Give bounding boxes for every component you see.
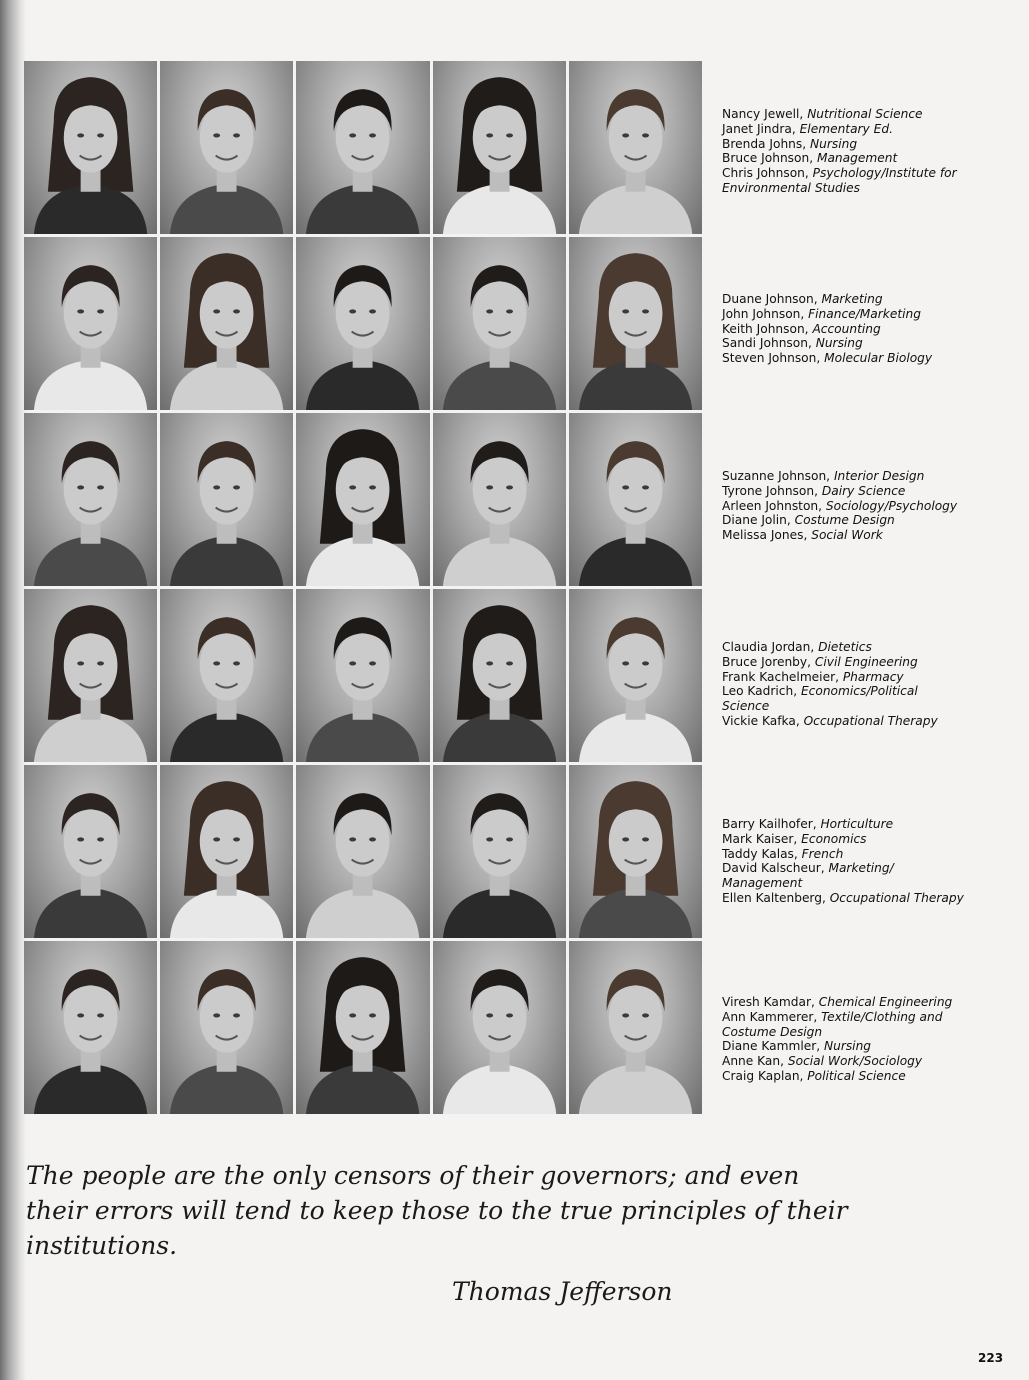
portrait-photo [24,941,157,1114]
portrait-photo [160,765,293,938]
caption-block [722,469,1022,543]
portrait-silhouette [569,941,702,1114]
portrait-silhouette [160,765,293,938]
portrait-silhouette [24,237,157,410]
portrait-silhouette [433,61,566,234]
caption-line [722,322,1022,337]
student-name: Taddy Kalas, [722,846,798,861]
caption-line [722,528,1022,543]
portrait-silhouette [24,765,157,938]
portrait-silhouette [160,237,293,410]
portrait-silhouette [433,941,566,1114]
student-name: David Kalscheur, [722,861,825,876]
portrait-silhouette [569,413,702,586]
student-major: Costume Design [794,513,895,528]
student-major: Nursing [810,136,858,151]
student-major: Costume Design [722,1024,823,1039]
caption-line [722,137,1022,152]
student-name: Leo Kadrich, [722,684,798,699]
caption-block [722,107,1022,196]
student-name: Mark Kaiser, [722,831,798,846]
student-name: John Johnson, [722,306,805,321]
student-name: Claudia Jordan, [722,640,815,654]
portrait-silhouette [569,589,702,762]
portrait-silhouette [160,61,293,234]
quote-attribution: Thomas Jefferson [452,1277,673,1306]
student-major: Civil Engineering [814,654,918,669]
student-name: Suzanne Johnson, [722,469,831,483]
portrait-photo [160,413,293,586]
portrait-silhouette [569,765,702,938]
student-major: Horticulture [820,817,894,831]
student-name: Diane Jolin, [722,513,791,528]
portrait-photo [24,589,157,762]
portrait-photo [296,61,429,234]
student-name: Melissa Jones, [722,528,808,543]
portrait-silhouette [433,765,566,938]
student-name: Duane Johnson, [722,292,818,306]
portrait-photo [569,765,702,938]
student-name: Barry Kailhofer, [722,817,817,831]
caption-line [722,817,1022,832]
caption-line [722,876,1022,891]
portrait-photo [296,237,429,410]
student-major: Nursing [815,336,863,351]
quote-line: The people are the only censors of their governors; and even [26,1161,800,1190]
portrait-photo [433,589,566,762]
portrait-silhouette [160,941,293,1114]
portrait-photo [160,589,293,762]
portrait-silhouette [24,941,157,1114]
portrait-photo [24,61,157,234]
page-number: 223 [978,1351,1004,1365]
caption-line [722,513,1022,528]
portrait-photo [433,941,566,1114]
student-name: Nancy Jewell, [722,107,804,121]
student-name: Steven Johnson, [722,351,821,366]
caption-line [722,307,1022,322]
caption-line [722,1054,1022,1069]
caption-block [722,995,1022,1084]
student-major: Psychology/Institute for [812,166,957,181]
caption-line [722,670,1022,685]
portrait-photo [433,237,566,410]
portrait-silhouette [296,237,429,410]
caption-line [722,861,1022,876]
caption-line [722,891,1022,906]
portrait-photo [296,941,429,1114]
student-name: Janet Jindra, [722,121,796,136]
caption-line [722,469,1022,484]
portrait-grid [24,61,702,1114]
student-major: Occupational Therapy [803,713,938,728]
caption-line [722,995,1022,1010]
portrait-photo [433,61,566,234]
portrait-silhouette [160,589,293,762]
student-major: Nursing [823,1039,872,1054]
student-major: Pharmacy [842,669,904,684]
student-major: Sociology/Psychology [825,498,958,513]
caption-line [722,181,1022,196]
caption-line [722,714,1022,729]
caption-line [722,847,1022,862]
student-name: Bruce Jorenby, [722,654,812,669]
caption-block [722,640,1022,729]
student-name: Craig Kaplan, [722,1068,804,1083]
student-name: Bruce Johnson, [722,151,814,166]
student-major: Environmental Studies [722,180,861,195]
caption-line [722,484,1022,499]
student-major: Marketing/ [828,861,894,876]
caption-line [722,699,1022,714]
student-name: Viresh Kamdar, [722,995,815,1009]
caption-line [722,655,1022,670]
caption-line [722,684,1022,699]
student-major: Dairy Science [821,483,906,498]
student-major: Dietetics [818,640,872,654]
student-major: Elementary Ed. [799,121,893,136]
caption-line [722,107,1022,122]
portrait-photo [433,765,566,938]
caption-line [722,640,1022,655]
portrait-silhouette [433,413,566,586]
student-major: Interior Design [833,469,925,483]
student-name: Vickie Kafka, [722,713,800,728]
student-name: Diane Kammler, [722,1039,821,1054]
student-name: Chris Johnson, [722,166,809,181]
caption-line [722,151,1022,166]
portrait-photo [296,765,429,938]
caption-line [722,1069,1022,1084]
caption-line [722,351,1022,366]
caption-line [722,499,1022,514]
portrait-silhouette [569,237,702,410]
portrait-silhouette [24,413,157,586]
portrait-silhouette [433,589,566,762]
portrait-photo [433,413,566,586]
portrait-photo [24,765,157,938]
portrait-silhouette [296,589,429,762]
portrait-photo [569,589,702,762]
caption-block [722,817,1022,906]
quote-line: institutions. [26,1231,178,1260]
portrait-silhouette [296,765,429,938]
student-name: Ann Kammerer, [722,1009,818,1024]
student-major: Marketing [821,292,883,306]
student-major: Chemical Engineering [818,995,953,1009]
caption-line [722,832,1022,847]
portrait-silhouette [569,61,702,234]
student-major: Management [722,876,803,891]
student-name: Tyrone Johnson, [722,483,818,498]
portrait-silhouette [433,237,566,410]
student-major: Nutritional Science [807,107,923,121]
student-major: Social Work [811,528,883,543]
page-binding-shadow [0,0,26,1380]
portrait-photo [160,61,293,234]
student-major: Accounting [812,321,881,336]
caption-line [722,1039,1022,1054]
student-major: Molecular Biology [824,351,933,366]
portrait-silhouette [296,61,429,234]
quote-line: their errors will tend to keep those to the true principles of their [26,1196,848,1225]
caption-line [722,1010,1022,1025]
caption-line [722,166,1022,181]
portrait-photo [569,237,702,410]
student-major: Science [722,699,770,714]
student-major: Economics [801,831,867,846]
caption-line [722,292,1022,307]
portrait-photo [160,237,293,410]
portrait-silhouette [160,413,293,586]
caption-line [722,1025,1022,1040]
student-name: Ellen Kaltenberg, [722,890,826,905]
caption-line [722,336,1022,351]
student-major: Management [816,151,898,166]
portrait-photo [24,237,157,410]
portrait-photo [569,61,702,234]
student-name: Keith Johnson, [722,321,809,336]
portrait-silhouette [24,61,157,234]
student-major: Political Science [807,1068,906,1083]
student-name: Brenda Johns, [722,136,807,151]
portrait-silhouette [24,589,157,762]
portrait-photo [296,589,429,762]
quote [26,1158,848,1263]
student-major: French [801,846,844,861]
student-major: Economics/Political [800,684,918,699]
caption-line [722,122,1022,137]
student-name: Anne Kan, [722,1054,785,1069]
portrait-photo [569,413,702,586]
portrait-photo [296,413,429,586]
portrait-silhouette [296,413,429,586]
portrait-photo [160,941,293,1114]
caption-block [722,292,1022,366]
portrait-photo [24,413,157,586]
portrait-silhouette [296,941,429,1114]
student-major: Textile/Clothing and [821,1009,943,1024]
student-major: Occupational Therapy [829,890,964,905]
student-name: Sandi Johnson, [722,336,812,351]
student-name: Arleen Johnston, [722,498,823,513]
student-major: Social Work/Sociology [787,1054,923,1069]
portrait-photo [569,941,702,1114]
student-name: Frank Kachelmeier, [722,669,839,684]
student-major: Finance/Marketing [808,306,921,321]
